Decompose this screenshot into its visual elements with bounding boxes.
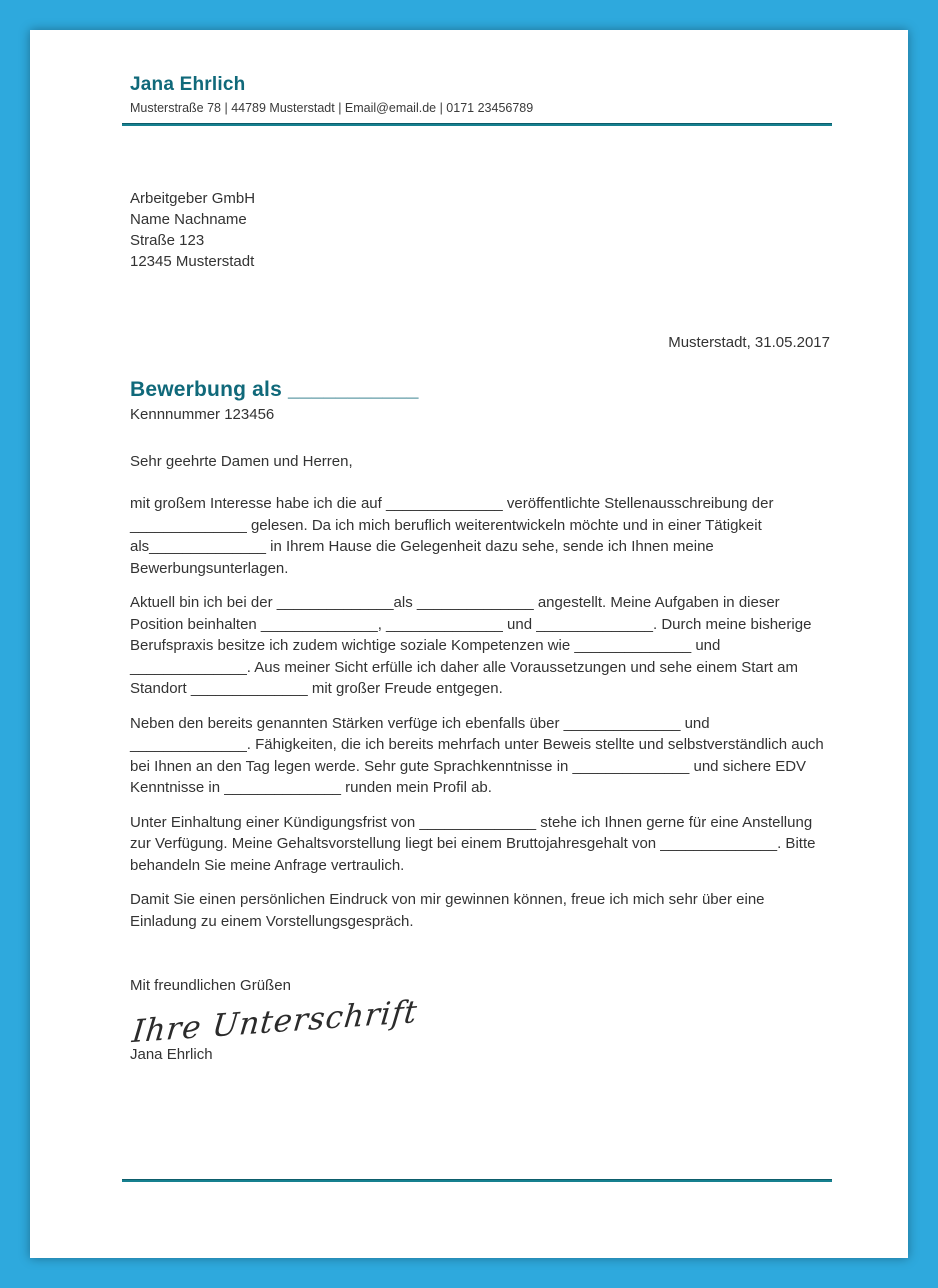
handwritten-signature: Ihre Unterschrift — [130, 993, 420, 1051]
paragraph-skills: Neben den bereits genannten Stärken verfüge ich ebenfalls über ______________ und ______________. Fähigkeiten, die ich bereits mehrfach unter Beweis stellte und selbstverständlich auch bei Ihnen an den Tag legen werde. Sehr gute Sprachkenntnisse in ______________ und sichere EDV Kenntnisse in ______________ runden mein Profil ab. — [130, 714, 824, 796]
paragraph-conditions: Unter Einhaltung einer Kündigungsfrist von ______________ stehe ich Ihnen gerne für eine Anstellung zur Verfügung. Meine Gehaltsvorstellung liegt bei einem Bruttojahresgehalt von ______________. Bitte behandeln Sie meine Anfrage vertraulich. — [130, 813, 816, 874]
subject-heading: Bewerbung als ___________ — [130, 378, 419, 401]
recipient-line-name: Name Nachname — [130, 211, 247, 228]
letter-page — [30, 30, 908, 1258]
date-line: Musterstadt, 31.05.2017 — [668, 334, 830, 351]
recipient-line-street: Straße 123 — [130, 232, 205, 249]
closing-block — [130, 977, 830, 1063]
paragraph-invitation: Damit Sie einen persönlichen Eindruck von mir gewinnen können, freue ich mich sehr über eine Einladung zu einem Vorstellungsgespräch. — [130, 891, 765, 930]
sender-contact: Musterstraße 78 | 44789 Musterstadt | Email@email.de | 0171 23456789 — [130, 101, 534, 115]
recipient-address — [130, 188, 830, 272]
sender-name: Jana Ehrlich — [130, 74, 246, 95]
salutation: Sehr geehrte Damen und Herren, — [130, 453, 353, 470]
paragraph-current-position: Aktuell bin ich bei der ______________als ______________ angestellt. Meine Aufgaben in dieser Position beinhalten ______________, ______________ und ______________. Durch meine bisherige Berufspraxis besitze ich zudem wichtige soziale Kompetenzen wie ______________ und ______________. Aus meiner Sicht erfülle ich daher alle Voraussetzungen und sehe einem Start am Standort ______________ mit großer Freude entgegen. — [130, 594, 812, 697]
recipient-line-company: Arbeitgeber GmbH — [130, 190, 256, 207]
letter-header — [130, 74, 830, 126]
reference-number: Kennnummer 123456 — [130, 406, 275, 423]
header-divider — [122, 123, 832, 126]
closing-greeting: Mit freundlichen Grüßen — [130, 977, 291, 994]
paragraph-intro: mit großem Interesse habe ich die auf ______________ veröffentlichte Stellenausschreibung der ______________ gelesen. Da ich mich beruflich weiterentwickeln möchte und in einer Tätigkeit als______________ in Ihrem Hause die Gelegenheit dazu sehe, sende ich Ihnen meine Bewerbungsunterlagen. — [130, 495, 774, 577]
signature-name: Jana Ehrlich — [130, 1046, 213, 1063]
footer-divider — [122, 1179, 832, 1182]
recipient-line-city: 12345 Musterstadt — [130, 253, 255, 270]
